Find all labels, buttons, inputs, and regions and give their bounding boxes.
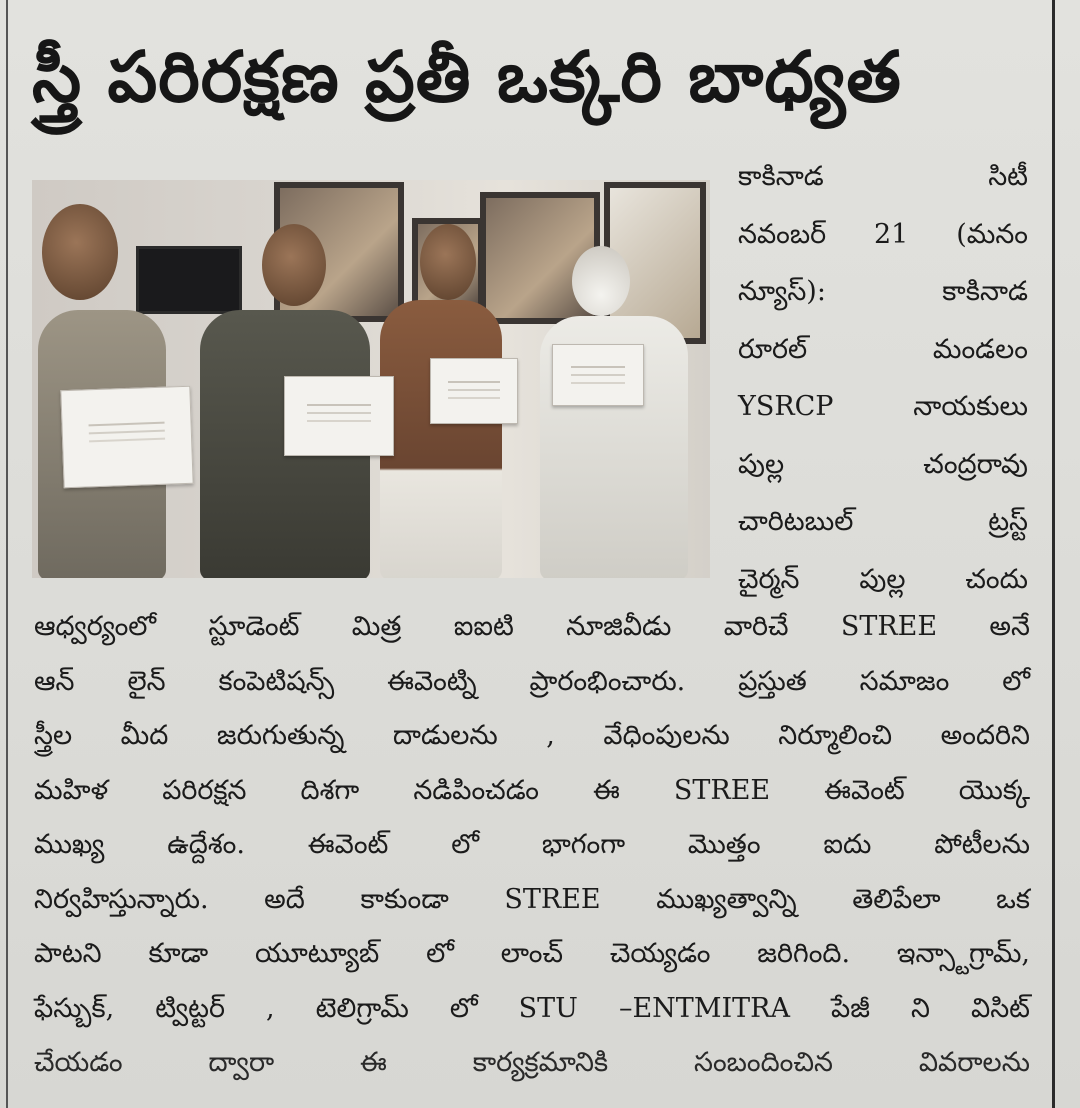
dateline-line: YSRCP నాయకులు xyxy=(738,391,1028,422)
news-photo xyxy=(32,180,710,578)
person-2-head xyxy=(262,224,326,306)
dateline-line: చారిటబుల్ ట్రస్ట్ xyxy=(738,506,1028,537)
body-line: స్త్రీల మీద జరుగుతున్న దాడులను , వేధింపులను నిర్మూలించి అందరిని xyxy=(34,720,1030,751)
body-line: ఆధ్వర్యంలో స్టూడెంట్ మిత్ర ఐఐటి నూజివీడు వారిచే STREE అనే xyxy=(34,611,1030,642)
held-certificate xyxy=(552,344,644,406)
held-certificate xyxy=(60,386,193,488)
dateline-column xyxy=(738,148,1028,608)
body-line: పాటని కూడా యూట్యూబ్ లో లాంచ్ చెయ్యడం జరిగింది. ఇన్స్టాగ్రామ్, xyxy=(34,938,1030,969)
held-certificate xyxy=(284,376,394,456)
dateline-line: చైర్మన్ పుల్ల చందు xyxy=(738,563,1028,595)
dateline-line: రూరల్ మండలం xyxy=(738,333,1028,365)
right-column-rule xyxy=(1052,0,1055,1108)
article-body xyxy=(34,600,1030,1091)
person-3-head xyxy=(420,224,476,300)
held-certificate xyxy=(430,358,518,424)
dateline-line: న్యూస్): కాకినాడ xyxy=(738,276,1028,307)
body-line: నిర్వహిస్తున్నారు. అదే కాకుండా STREE ముఖ్యత్వాన్ని తెలిపేలా ఒక xyxy=(34,883,1030,915)
person-4-head xyxy=(572,246,630,316)
dateline-line: కాకినాడ సిటీ xyxy=(738,161,1028,192)
body-line: చేయడం ద్వారా ఈ కార్యక్రమానికి సంబందించిన వివరాలను xyxy=(34,1047,1030,1078)
wall-television xyxy=(136,246,242,314)
body-line: ఆన్ లైన్ కంపెటిషన్స్ ఈవెంట్ని ప్రారంభించారు. ప్రస్తుత సమాజం లో xyxy=(34,665,1030,697)
person-1-head xyxy=(42,204,118,300)
body-line: ఫేస్బుక్, ట్విట్టర్ , టెలిగ్రామ్ లో STU –ENTMITRA పేజీ ని విసిట్ xyxy=(34,992,1030,1024)
article-headline: స్త్రీ పరిరక్షణ ప్రతీ ఒక్కరి బాధ్యత xyxy=(32,36,902,118)
dateline-line: నవంబర్ 21 (మనం xyxy=(738,218,1028,250)
dateline-line: పుల్ల చంద్రరావు xyxy=(738,448,1028,480)
person-3 xyxy=(380,300,502,578)
body-line: మహిళ పరిరక్షన దిశగా నడిపించడం ఈ STREE ఈవెంట్ యొక్క xyxy=(34,774,1030,806)
body-line: ముఖ్య ఉద్దేశం. ఈవెంట్ లో భాగంగా మొత్తం ఐదు పోటీలను xyxy=(34,829,1030,860)
left-column-rule xyxy=(6,0,8,1108)
